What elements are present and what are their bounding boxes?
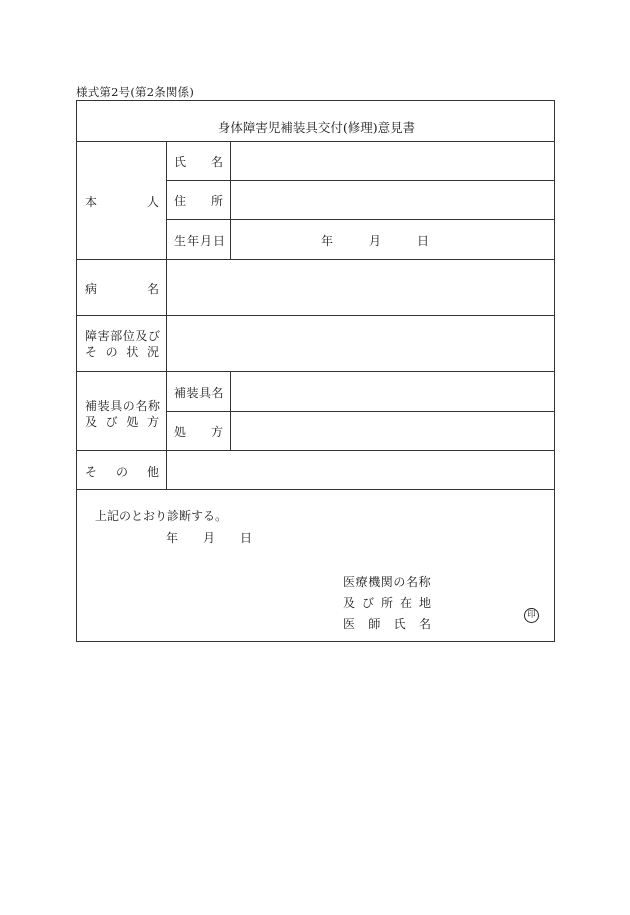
device-name-field[interactable] [231,372,554,411]
birthdate-field[interactable] [231,220,554,259]
address-field[interactable] [231,181,554,219]
other-label: そ の 他 [85,465,159,479]
certification-month-unit: 月 [203,531,216,545]
certification-statement: 上記のとおり診断する。 [95,509,228,523]
patient-header: 本 人 [85,195,159,209]
birthdate-year-unit: 年 [321,234,334,248]
birthdate-day-unit: 日 [417,234,430,248]
location-label: 及 び 所 在 地 [343,596,431,610]
device-label-line2: 及 び 処 方 [85,415,159,429]
divider [166,141,167,489]
doctor-name-label: 医 師 氏 名 [343,617,431,631]
other-field[interactable] [167,451,554,489]
disease-label: 病 名 [85,282,159,296]
prescription-field[interactable] [231,412,554,450]
form-title: 身体障害児補装具交付(修理)意見書 [217,120,416,135]
form-frame [76,100,555,642]
device-name-label: 補装具名 [174,386,225,400]
disability-label-line2: そ の 状 況 [85,345,159,359]
name-field[interactable] [231,142,554,180]
certification-year-unit: 年 [166,531,179,545]
institution-label: 医療機関の名称 [343,575,432,589]
disability-field[interactable] [167,316,554,371]
form-number: 様式第2号(第2条関係) [76,85,195,99]
certification-day-unit: 日 [240,531,253,545]
divider [77,489,554,490]
name-label: 氏 名 [174,155,223,169]
institution-field[interactable] [439,567,539,629]
disease-field[interactable] [167,260,554,315]
birthdate-label: 生年月日 [174,234,227,248]
prescription-label: 処 方 [174,425,223,439]
birthdate-month-unit: 月 [369,234,382,248]
device-label-line1: 補装具の名称 [85,399,161,413]
disability-label-line1: 障害部位及び [85,329,161,343]
address-label: 住 所 [174,194,223,208]
seal-mark: 印 [524,608,539,623]
